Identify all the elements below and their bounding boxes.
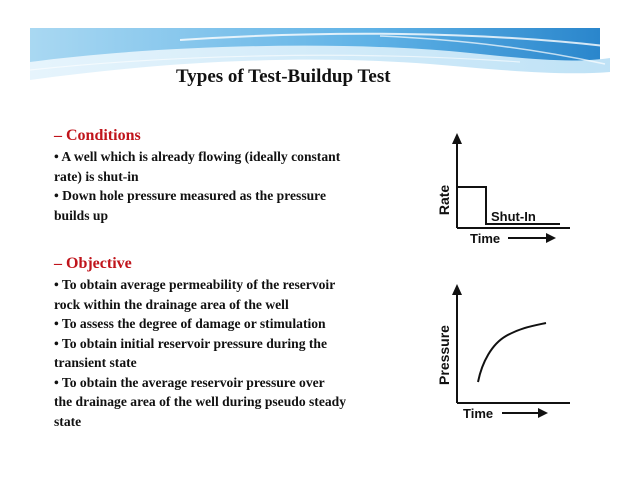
header-banner	[0, 0, 638, 110]
objective-section	[54, 255, 404, 431]
objective-line: • To obtain the average reservoir pressure over	[54, 374, 325, 390]
conditions-section	[54, 127, 404, 225]
objective-heading: – Objective	[54, 255, 132, 272]
objective-line: transient state	[54, 355, 137, 370]
conditions-line: • Down hole pressure measured as the pressure	[54, 188, 326, 203]
conditions-line: • A well which is already flowing (ideally constant	[54, 149, 341, 164]
pressure-y-label: Pressure	[436, 325, 452, 385]
objective-line: rock within the drainage area of the well	[54, 296, 289, 312]
pressure-y-axis	[452, 284, 462, 403]
pressure-buildup-curve	[478, 323, 546, 382]
objective-line: • To obtain initial reservoir pressure during the	[54, 335, 328, 351]
rate-time-arrow	[508, 233, 556, 243]
rate-time-diagram	[430, 128, 578, 246]
conditions-line: rate) is shut-in	[54, 168, 139, 184]
objective-line: the drainage area of the well during pseudo steady	[54, 394, 347, 409]
slide-title: Types of Test-Buildup Test	[176, 66, 391, 87]
rate-y-label: Rate	[436, 184, 452, 216]
conditions-heading: – Conditions	[54, 127, 141, 144]
objective-line: state	[54, 413, 82, 429]
pressure-x-label: Time	[463, 406, 494, 421]
conditions-line: builds up	[54, 207, 109, 223]
objective-line: • To obtain average permeability of the reservoir	[54, 277, 336, 292]
rate-y-axis	[452, 133, 462, 228]
pressure-time-diagram	[430, 278, 578, 426]
shut-in-annotation: Shut-In	[491, 209, 536, 224]
objective-line: • To assess the degree of damage or stimulation	[54, 316, 326, 331]
rate-x-label: Time	[470, 231, 501, 246]
pressure-time-arrow	[502, 408, 548, 418]
